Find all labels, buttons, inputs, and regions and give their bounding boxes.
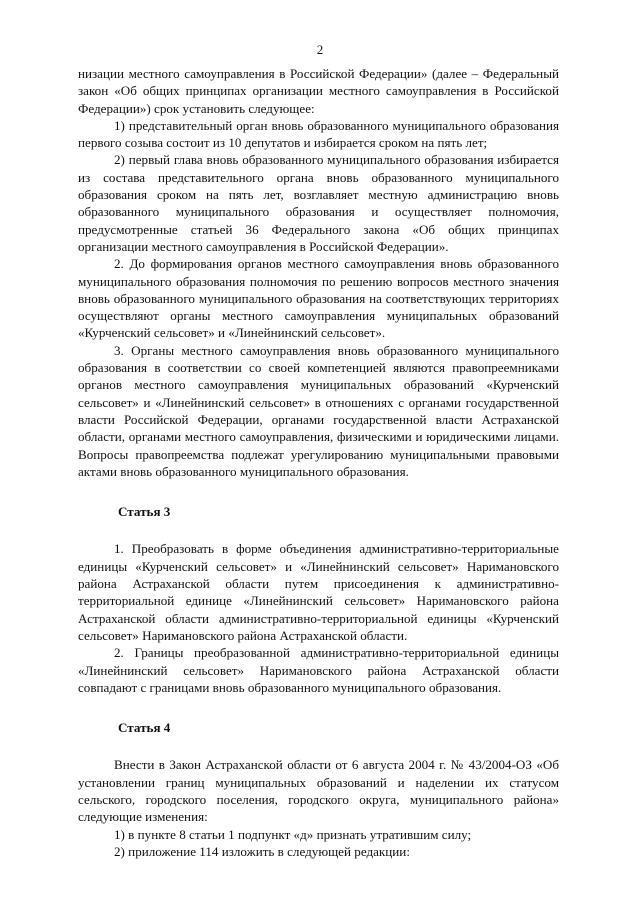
spacer — [78, 520, 559, 540]
article-4-item-1-paragraph: 1) в пункте 8 статьи 1 подпункт «д» признать утратившим силу; — [114, 826, 472, 842]
spacer — [78, 736, 559, 756]
article-4-item-2-paragraph: 2) приложение 114 изложить в следующей редакции: — [114, 843, 410, 859]
spacer — [78, 480, 559, 503]
article-4-heading: Статья 4 — [118, 720, 171, 736]
part-3-paragraph: 3. Органы местного самоуправления вновь образованного муниципального образования в соответствии со своей компетенцией являются правопреемниками органов местного самоуправления муниципальных образований «Курченский сельсовет» и «Линейнинский сельсовет» в отношениях с органами государственной власти Российской Федерации, органами государственной власти Астраханской области, органами местного самоуправления, физическими и юридическими лицами. Вопросы правопреемства подлежат урегулированию муниципальными правовыми актами вновь образованного муниципального образования. — [78, 342, 559, 479]
item-1-2-paragraph: 2) первый глава вновь образованного муниципального образования избирается из состава представительного органа вновь образованного муниципального образования сроком на пять лет, возглавляет местную администрацию вновь образованного муниципального образования и осуществляет полномочия, предусмотренные статьей 36 Федерального закона «Об общих принципах организации местного самоуправления в Российской Федерации». — [78, 152, 559, 254]
item-1-1-paragraph: 1) представительный орган вновь образованного муниципального образования первого созыва состоит из 10 депутатов и избирается сроком на пять лет; — [78, 117, 559, 151]
page-number: 2 — [316, 42, 324, 57]
article-3-part-2-paragraph: 2. Границы преобразованной административно-территориальной единицы «Линейнинский сельсовет» Наримановского района Астраханской области совпадают с границами вновь образованного муниципального образования. — [78, 645, 559, 695]
article-3-part-1-paragraph: 1. Преобразовать в форме объединения административно-территориальные единицы «Курченский сельсовет» и «Линейнинский сельсовет» Наримановского района Астраханской области путем присоединения к административно-территориальной единице «Линейнинский сельсовет» Наримановского района Астраханской области административно-территориальной единицы «Курченский сельсовет» Наримановского района Астраханской области. — [78, 541, 559, 643]
spacer — [78, 696, 559, 719]
article-4-intro-paragraph: Внести в Закон Астраханской области от 6 августа 2004 г. № 43/2004-ОЗ «Об установлении границ муниципальных образований и наделении их статусом сельского, городского поселения, городского округа, муниципального района» следующие изменения: — [78, 757, 559, 825]
document-body — [78, 65, 559, 860]
part-2-paragraph: 2. До формирования органов местного самоуправления вновь образованного муниципального образования полномочия по решению вопросов местного значения вновь образованного муниципального образования на соответствующих территориях осуществляют органы местного самоуправления муниципальных образований «Курченский сельсовет» и «Линейнинский сельсовет». — [78, 256, 559, 341]
intro-continuation-paragraph: низации местного самоуправления в Российской Федерации» (далее – Федеральный закон «Об общих принципах организации местного самоуправления в Российской Федерации») срок установить следующее: — [78, 66, 559, 116]
article-3-heading: Статья 3 — [118, 504, 171, 520]
